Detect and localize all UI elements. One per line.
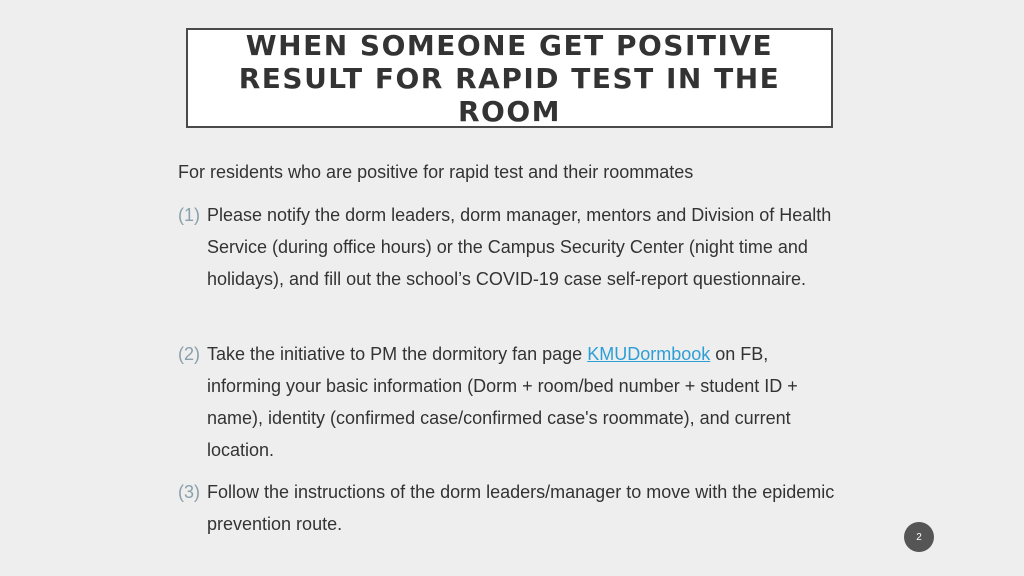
title-line-1: WHEN SOMEONE GET POSITIVE — [245, 28, 774, 62]
item-number-2: (2) — [178, 344, 200, 364]
title-box — [186, 28, 833, 128]
item-text-2 — [207, 338, 847, 466]
list-item-1 — [178, 199, 858, 295]
item-text-1: Please notify the dorm leaders, dorm manager, mentors and Division of Health Service (during office hours) or the Campus Security Center (night time and holidays), and fill out the school’s COVID-19 case self-report questionnaire. — [207, 205, 832, 289]
slide-title — [200, 29, 820, 128]
title-line-3: ROOM — [457, 94, 562, 128]
list-item-3 — [178, 476, 858, 540]
kmudormbook-link[interactable]: KMUDormbook — [587, 344, 711, 364]
item-text-3: Follow the instructions of the dorm leaders/manager to move with the epidemic prevention route. — [207, 482, 835, 534]
item-number-3: (3) — [178, 482, 200, 502]
item-text-2-before: Take the initiative to PM the dormitory fan page — [207, 344, 588, 364]
list-item-2 — [178, 338, 858, 466]
title-line-2: RESULT FOR RAPID TEST IN THE — [238, 61, 781, 95]
item-number-1: (1) — [178, 205, 200, 225]
item-text-2-after: on FB, informing your basic information (Dorm + room/bed number + student ID + name), identity (confirmed case/confirmed case's roommate), and current location. — [207, 344, 798, 460]
intro-text: For residents who are positive for rapid test and their roommates — [178, 162, 694, 182]
page-number-badge: 2 — [904, 522, 934, 552]
